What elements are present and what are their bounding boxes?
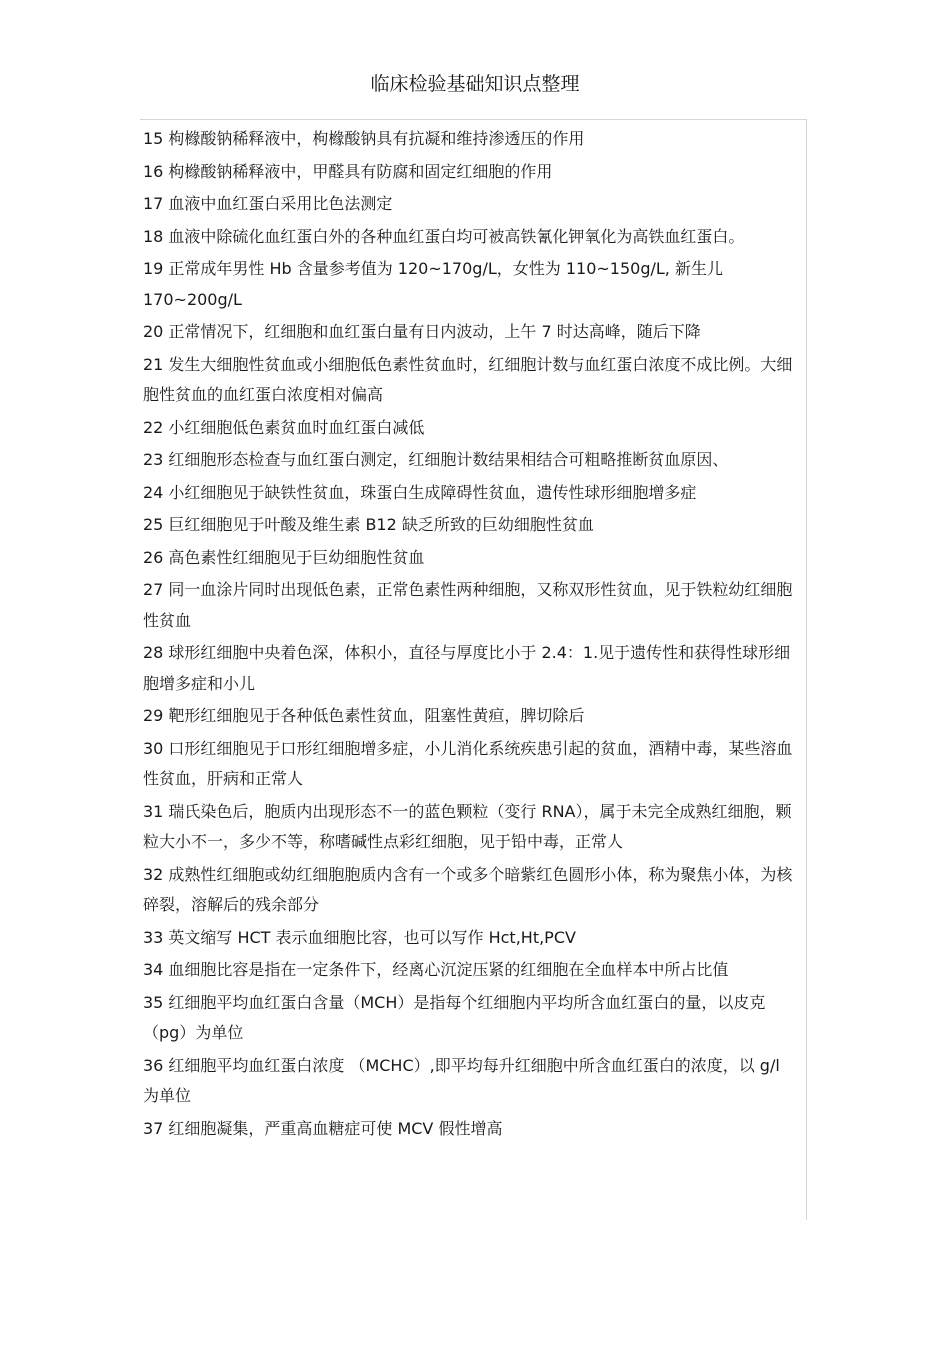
entry-number: 33: [143, 927, 164, 947]
entry-text: 正常成年男性 Hb 含量参考值为 120~170g/L，女性为 110~150g/L, 新生儿 170~200g/L: [143, 259, 723, 309]
list-item: [143, 510, 799, 541]
entry-number: 22: [143, 417, 164, 437]
entry-text: 红细胞平均血红蛋白浓度 （MCHC）,即平均每升红细胞中所含血红蛋白的浓度，以 g/l 为单位: [143, 1055, 780, 1105]
entry-text: 小红细胞低色素贫血时血红蛋白减低: [168, 417, 425, 437]
entry-text: 成熟性红细胞或幼红细胞胞质内含有一个或多个暗紫红色圆形小体，称为聚焦小体，为核碎裂，溶解后的残余部分: [143, 864, 793, 914]
entry-text: 高色素性红细胞见于巨幼细胞性贫血: [168, 547, 425, 567]
list-item: [143, 1114, 799, 1145]
entry-text: 口形红细胞见于口形红细胞增多症，小儿消化系统疾患引起的贫血，酒精中毒，某些溶血性贫血，肝病和正常人: [143, 738, 793, 788]
entry-text: 英文缩写 HCT 表示血细胞比容，也可以写作 Hct,Ht,PCV: [168, 927, 576, 947]
entry-number: 34: [143, 960, 164, 979]
entry-number: 17: [143, 194, 164, 213]
list-item: [143, 254, 799, 315]
entry-number: 26: [143, 547, 164, 567]
entry-text: 球形红细胞中央着色深，体积小，直径与厚度比小于 2.4：1.见于遗传性和获得性球形细胞增多症和小儿: [143, 643, 791, 693]
list-item: [143, 317, 799, 348]
list-item: [143, 1051, 799, 1112]
entry-text: 枸橼酸钠稀释液中，枸橼酸钠具有抗凝和维持渗透压的作用: [168, 129, 585, 148]
list-item: [143, 413, 799, 444]
list-item: [143, 988, 799, 1049]
entry-number: 15: [143, 129, 164, 148]
entry-number: 35: [143, 992, 164, 1012]
entry-number: 37: [143, 1118, 164, 1138]
entry-number: 31: [143, 801, 164, 821]
entry-text: 枸橼酸钠稀释液中，甲醛具有防腐和固定红细胞的作用: [168, 161, 553, 181]
entry-number: 36: [143, 1055, 164, 1075]
entry-text: 正常情况下，红细胞和血红蛋白量有日内波动，上午 7 时达高峰，随后下降: [168, 322, 701, 341]
entry-text: 靶形红细胞见于各种低色素性贫血，阻塞性黄疸，脾切除后: [168, 706, 585, 725]
entry-text: 同一血涂片同时出现低色素，正常色素性两种细胞，又称双形性贫血，见于铁粒幼红细胞性贫血: [143, 580, 793, 630]
list-item: [143, 445, 799, 476]
entry-text: 小红细胞见于缺铁性贫血，珠蛋白生成障碍性贫血，遗传性球形细胞增多症: [168, 482, 697, 502]
entry-text: 瑞氏染色后，胞质内出现形态不一的蓝色颗粒（变行 RNA），属于未完全成熟红细胞，颗粒大小不一，多少不等，称嗜碱性点彩红细胞，见于铅中毒，正常人: [143, 801, 792, 851]
entry-number: 18: [143, 226, 164, 246]
entry-number: 32: [143, 864, 164, 884]
list-item: [143, 478, 799, 509]
list-item: [143, 222, 799, 253]
list-item: [143, 797, 799, 858]
list-item: [143, 124, 799, 155]
entry-text: 血液中除硫化血红蛋白外的各种血红蛋白均可被高铁氰化钾氧化为高铁血红蛋白。: [168, 226, 745, 246]
entry-text: 巨红细胞见于叶酸及维生素 B12 缺乏所致的巨幼细胞性贫血: [168, 515, 594, 534]
list-item: [143, 955, 799, 986]
entry-text: 发生大细胞性贫血或小细胞低色素性贫血时，红细胞计数与血红蛋白浓度不成比例。大细胞性贫血的血红蛋白浓度相对偏高: [143, 354, 793, 404]
page-title: 临床检验基础知识点整理: [370, 73, 580, 95]
list-item: [143, 923, 799, 954]
entry-number: 29: [143, 706, 164, 725]
entry-number: 28: [143, 643, 164, 662]
entry-number: 19: [143, 259, 164, 278]
entry-number: 24: [143, 482, 164, 502]
list-item: [143, 638, 799, 699]
list-item: [143, 701, 799, 732]
entry-number: 16: [143, 161, 164, 181]
entry-list: [143, 124, 799, 1146]
entry-number: 21: [143, 354, 164, 374]
list-item: [143, 860, 799, 921]
entry-text: 血液中血红蛋白采用比色法测定: [168, 194, 393, 213]
list-item: [143, 543, 799, 574]
entry-number: 30: [143, 738, 164, 758]
list-item: [143, 350, 799, 411]
entry-text: 红细胞形态检查与血红蛋白测定，红细胞计数结果相结合可粗略推断贫血原因、: [168, 450, 729, 469]
entry-number: 25: [143, 515, 164, 534]
list-item: [143, 734, 799, 795]
list-item: [143, 189, 799, 220]
entry-text: 红细胞平均血红蛋白含量（MCH）是指每个红细胞内平均所含血红蛋白的量，以皮克（pg）为单位: [143, 992, 766, 1042]
entry-number: 20: [143, 322, 164, 341]
list-item: [143, 157, 799, 188]
entry-text: 血细胞比容是指在一定条件下，经离心沉淀压紧的红细胞在全血样本中所占比值: [168, 960, 729, 979]
list-item: [143, 575, 799, 636]
entry-number: 27: [143, 580, 164, 599]
entry-text: 红细胞凝集，严重高血糖症可使 MCV 假性增高: [168, 1118, 503, 1138]
content-frame: [140, 119, 807, 1220]
entry-number: 23: [143, 450, 164, 469]
